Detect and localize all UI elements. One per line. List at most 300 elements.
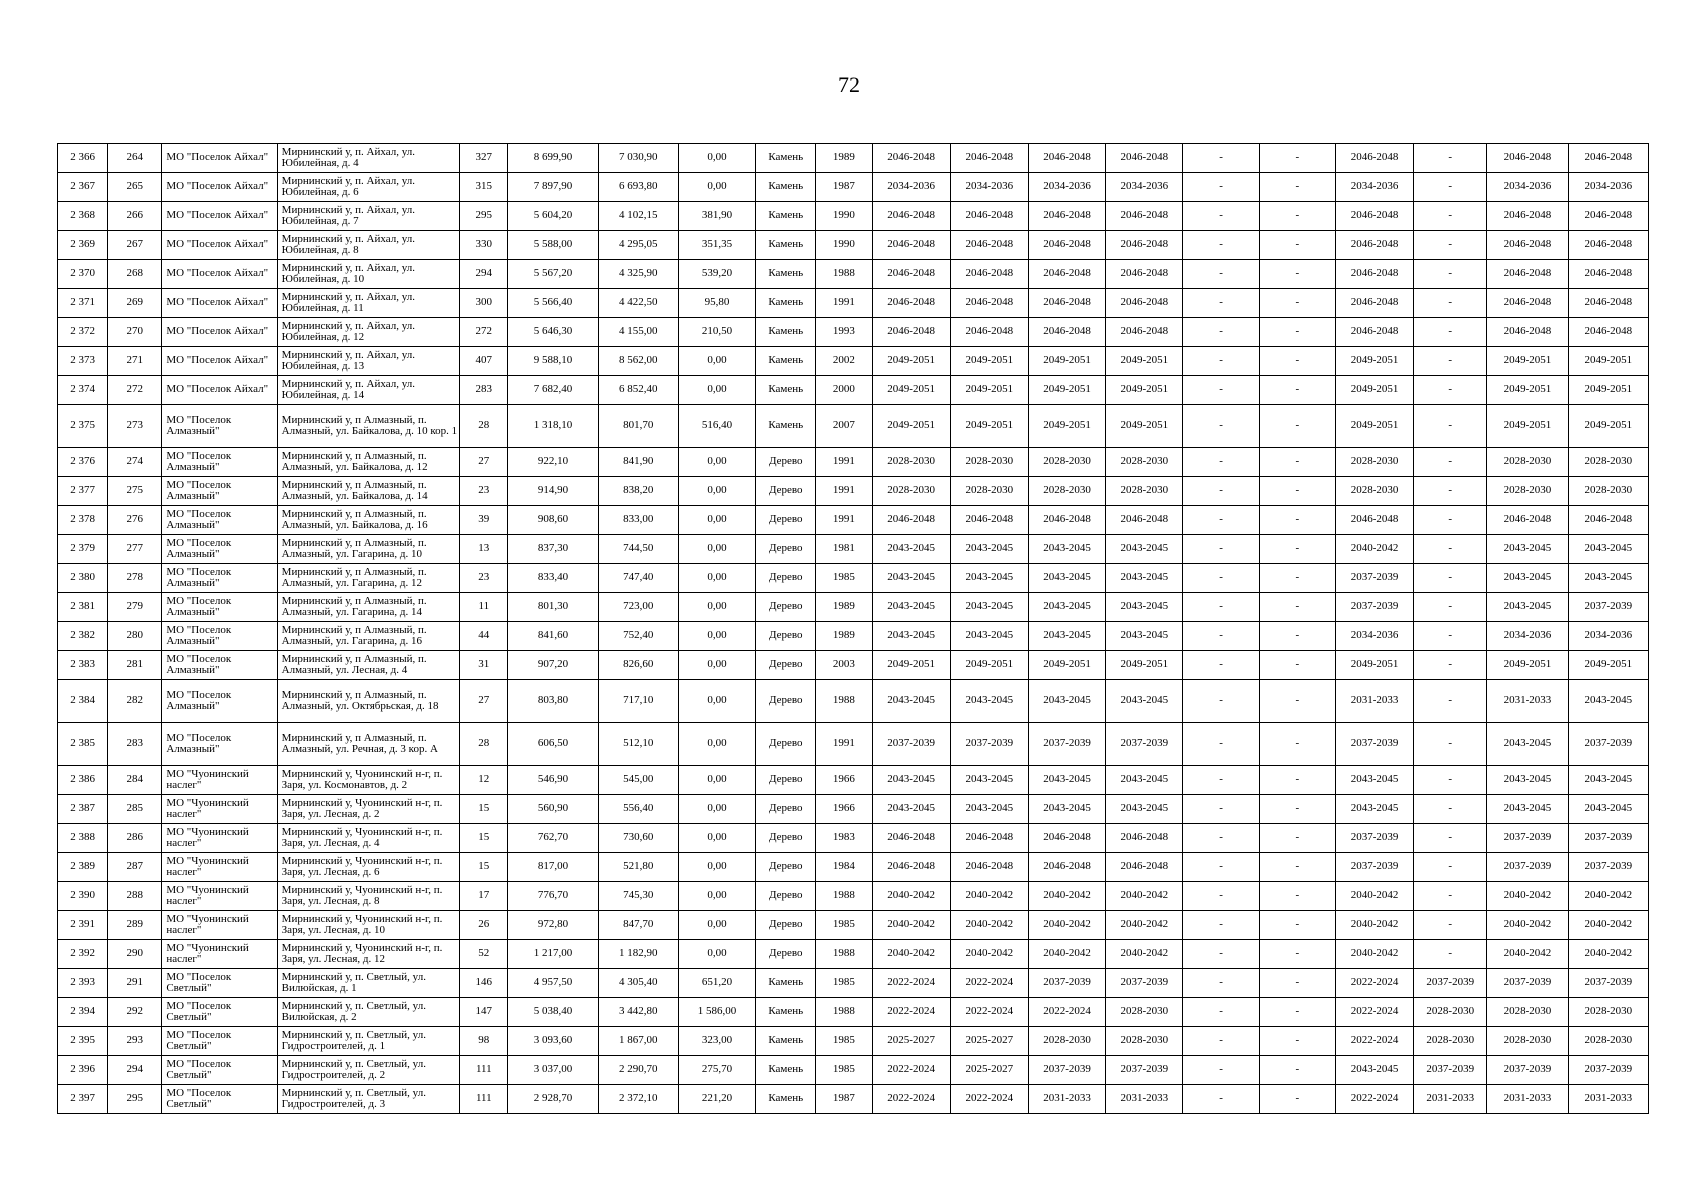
table-cell: 2028-2030	[1028, 477, 1105, 506]
table-cell: Мирнинский у, п Алмазный, п. Алмазный, ул. Байкалова, д. 14	[277, 477, 460, 506]
table-cell: 2049-2051	[1106, 347, 1183, 376]
table-cell: 2 385	[58, 723, 108, 766]
table-cell: 0,00	[678, 795, 755, 824]
table-cell: Мирнинский у, п Алмазный, п. Алмазный, ул. Лесная, д. 4	[277, 651, 460, 680]
table-cell: 1 217,00	[508, 940, 598, 969]
table-cell: 2043-2045	[950, 680, 1028, 723]
table-cell: 1 586,00	[678, 998, 755, 1027]
table-cell: МО "Чуонинский наслег"	[162, 766, 277, 795]
table-cell: -	[1259, 853, 1335, 882]
table-cell: 2046-2048	[872, 231, 950, 260]
table-row	[58, 448, 1649, 477]
table-cell: 2040-2042	[1028, 882, 1105, 911]
table-cell: 2046-2048	[1028, 318, 1105, 347]
table-cell: 2028-2030	[1487, 448, 1568, 477]
table-cell: 327	[460, 144, 508, 173]
table-row	[58, 260, 1649, 289]
table-cell: 2 389	[58, 853, 108, 882]
table-cell: 44	[460, 622, 508, 651]
table-cell: 2043-2045	[1028, 593, 1105, 622]
table-cell: 2046-2048	[872, 853, 950, 882]
table-cell: МО "Чуонинский наслег"	[162, 911, 277, 940]
table-cell: -	[1183, 564, 1259, 593]
table-cell: 2037-2039	[1335, 824, 1413, 853]
table-cell: 8 562,00	[598, 347, 678, 376]
table-cell: 2037-2039	[1028, 1056, 1105, 1085]
page-number: 72	[838, 72, 860, 97]
table-row	[58, 347, 1649, 376]
table-cell: -	[1183, 231, 1259, 260]
table-cell: 323,00	[678, 1027, 755, 1056]
table-row	[58, 824, 1649, 853]
table-cell: 2000	[816, 376, 872, 405]
table-cell: 283	[108, 723, 162, 766]
table-cell: 2040-2042	[1568, 940, 1648, 969]
table-cell: 268	[108, 260, 162, 289]
table-cell: 1988	[816, 882, 872, 911]
table-cell: 2 374	[58, 376, 108, 405]
table-cell: МО "Чуонинский наслег"	[162, 882, 277, 911]
table-cell: -	[1259, 680, 1335, 723]
table-cell: 2040-2042	[1028, 940, 1105, 969]
table-cell: 744,50	[598, 535, 678, 564]
table-cell: МО "Поселок Алмазный"	[162, 564, 277, 593]
table-cell: 2037-2039	[1487, 853, 1568, 882]
table-cell: 2046-2048	[1487, 144, 1568, 173]
table-cell: 2046-2048	[1335, 202, 1413, 231]
table-cell: 2043-2045	[872, 766, 950, 795]
table-cell: -	[1259, 231, 1335, 260]
table-cell: Мирнинский у, п. Светлый, ул. Гидростроителей, д. 3	[277, 1085, 460, 1114]
table-cell: -	[1414, 882, 1487, 911]
table-cell: 28	[460, 723, 508, 766]
table-cell: 2043-2045	[1106, 795, 1183, 824]
table-cell: 2028-2030	[1335, 477, 1413, 506]
table-cell: 2002	[816, 347, 872, 376]
table-cell: 146	[460, 969, 508, 998]
table-cell: -	[1259, 289, 1335, 318]
table-cell: -	[1183, 766, 1259, 795]
table-cell: Мирнинский у, п. Айхал, ул. Юбилейная, д. 6	[277, 173, 460, 202]
table-cell: Мирнинский у, п Алмазный, п. Алмазный, ул. Октябрьская, д. 18	[277, 680, 460, 723]
table-cell: 2031-2033	[1106, 1085, 1183, 1114]
table-cell: -	[1414, 376, 1487, 405]
table-cell: 8 699,90	[508, 144, 598, 173]
table-cell: -	[1259, 405, 1335, 448]
table-cell: 2028-2030	[1568, 477, 1648, 506]
table-cell: 0,00	[678, 347, 755, 376]
table-cell: 5 038,40	[508, 998, 598, 1027]
table-cell: Дерево	[756, 680, 816, 723]
table-cell: 5 604,20	[508, 202, 598, 231]
table-cell: МО "Поселок Алмазный"	[162, 593, 277, 622]
table-cell: 2043-2045	[1487, 593, 1568, 622]
table-cell: 282	[108, 680, 162, 723]
table-cell: 2028-2030	[1028, 1027, 1105, 1056]
table-cell: 2046-2048	[1568, 506, 1648, 535]
table-cell: 4 325,90	[598, 260, 678, 289]
table-cell: МО "Поселок Светлый"	[162, 1056, 277, 1085]
table-cell: 838,20	[598, 477, 678, 506]
table-cell: 801,30	[508, 593, 598, 622]
table-cell: 2046-2048	[1106, 144, 1183, 173]
table-cell: 2046-2048	[1568, 202, 1648, 231]
table-cell: 2 372	[58, 318, 108, 347]
table-cell: 278	[108, 564, 162, 593]
table-cell: 1 318,10	[508, 405, 598, 448]
table-cell: Мирнинский у, Чуонинский н-г, п. Заря, ул. Лесная, д. 10	[277, 911, 460, 940]
table-cell: 2037-2039	[1335, 723, 1413, 766]
table-cell: 2040-2042	[1568, 882, 1648, 911]
table-cell: -	[1414, 144, 1487, 173]
table-cell: 2 377	[58, 477, 108, 506]
table-cell: 833,40	[508, 564, 598, 593]
table-cell: -	[1183, 998, 1259, 1027]
table-row	[58, 231, 1649, 260]
table-cell: МО "Поселок Айхал"	[162, 289, 277, 318]
table-cell: 2046-2048	[950, 289, 1028, 318]
table-cell: 267	[108, 231, 162, 260]
table-cell: 2046-2048	[872, 318, 950, 347]
table-cell: 2 397	[58, 1085, 108, 1114]
table-cell: Мирнинский у, п Алмазный, п. Алмазный, ул. Байкалова, д. 12	[277, 448, 460, 477]
table-cell: Мирнинский у, п. Айхал, ул. Юбилейная, д. 11	[277, 289, 460, 318]
table-cell: 2040-2042	[1106, 940, 1183, 969]
table-cell: 2 394	[58, 998, 108, 1027]
table-row	[58, 940, 1649, 969]
table-cell: -	[1259, 723, 1335, 766]
table-cell: 2049-2051	[1487, 376, 1568, 405]
table-cell: Дерево	[756, 622, 816, 651]
table-cell: -	[1259, 1056, 1335, 1085]
table-cell: -	[1414, 535, 1487, 564]
table-cell: 2043-2045	[950, 795, 1028, 824]
table-cell: 747,40	[598, 564, 678, 593]
table-cell: 762,70	[508, 824, 598, 853]
table-cell: -	[1183, 289, 1259, 318]
table-cell: 2022-2024	[872, 969, 950, 998]
table-cell: -	[1183, 593, 1259, 622]
table-cell: 2043-2045	[1335, 766, 1413, 795]
table-cell: 2049-2051	[1028, 405, 1105, 448]
table-cell: 1985	[816, 1027, 872, 1056]
table-cell: 269	[108, 289, 162, 318]
table-cell: 1991	[816, 448, 872, 477]
table-cell: 2046-2048	[872, 144, 950, 173]
table-cell: Мирнинский у, п Алмазный, п. Алмазный, ул. Гагарина, д. 16	[277, 622, 460, 651]
table-cell: 2046-2048	[1028, 824, 1105, 853]
table-cell: 2031-2033	[1335, 680, 1413, 723]
table-cell: 1991	[816, 477, 872, 506]
table-cell: -	[1414, 448, 1487, 477]
table-cell: 922,10	[508, 448, 598, 477]
table-cell: 2046-2048	[950, 506, 1028, 535]
table-row	[58, 882, 1649, 911]
table-cell: 12	[460, 766, 508, 795]
table-cell: -	[1183, 853, 1259, 882]
table-cell: 2022-2024	[950, 1085, 1028, 1114]
table-cell: 2043-2045	[1028, 766, 1105, 795]
table-cell: 2040-2042	[1335, 882, 1413, 911]
table-cell: 2 392	[58, 940, 108, 969]
table-cell: 0,00	[678, 940, 755, 969]
table-cell: 2046-2048	[1106, 853, 1183, 882]
table-cell: 2046-2048	[1568, 289, 1648, 318]
table-cell: 0,00	[678, 506, 755, 535]
table-cell: Дерево	[756, 477, 816, 506]
table-cell: 2 371	[58, 289, 108, 318]
table-cell: 2025-2027	[950, 1056, 1028, 1085]
table-row	[58, 173, 1649, 202]
table-cell: Мирнинский у, п. Светлый, ул. Гидростроителей, д. 1	[277, 1027, 460, 1056]
table-cell: 2037-2039	[1335, 853, 1413, 882]
table-cell: 847,70	[598, 911, 678, 940]
table-cell: 270	[108, 318, 162, 347]
table-cell: 23	[460, 564, 508, 593]
table-cell: 2003	[816, 651, 872, 680]
table-cell: -	[1414, 231, 1487, 260]
table-cell: -	[1414, 260, 1487, 289]
table-cell: 1984	[816, 853, 872, 882]
table-cell: 1991	[816, 289, 872, 318]
table-cell: -	[1183, 1027, 1259, 1056]
table-cell: 1985	[816, 911, 872, 940]
table-cell: 280	[108, 622, 162, 651]
table-cell: -	[1183, 680, 1259, 723]
table-cell: 2043-2045	[1028, 795, 1105, 824]
table-cell: 2037-2039	[1335, 593, 1413, 622]
table-cell: 2049-2051	[1335, 376, 1413, 405]
table-cell: 2046-2048	[1487, 506, 1568, 535]
table-cell: -	[1259, 824, 1335, 853]
table-cell: 2043-2045	[1028, 564, 1105, 593]
table-cell: 23	[460, 477, 508, 506]
table-cell: -	[1414, 723, 1487, 766]
table-cell: -	[1259, 795, 1335, 824]
table-cell: МО "Поселок Алмазный"	[162, 506, 277, 535]
table-cell: 2043-2045	[1487, 723, 1568, 766]
table-cell: 2022-2024	[950, 998, 1028, 1027]
table-cell: 972,80	[508, 911, 598, 940]
table-cell: 2028-2030	[1028, 448, 1105, 477]
table-cell: 1983	[816, 824, 872, 853]
table-row	[58, 318, 1649, 347]
table-cell: 293	[108, 1027, 162, 1056]
table-cell: 2043-2045	[872, 622, 950, 651]
table-cell: 2 367	[58, 173, 108, 202]
table-row	[58, 202, 1649, 231]
table-cell: -	[1259, 144, 1335, 173]
table-cell: 2043-2045	[872, 535, 950, 564]
table-cell: 273	[108, 405, 162, 448]
table-cell: 2049-2051	[1106, 651, 1183, 680]
table-cell: 826,60	[598, 651, 678, 680]
table-cell: -	[1259, 969, 1335, 998]
table-cell: 2049-2051	[1568, 347, 1648, 376]
table-cell: 17	[460, 882, 508, 911]
table-cell: 3 037,00	[508, 1056, 598, 1085]
table-cell: 2022-2024	[872, 1056, 950, 1085]
table-cell: 0,00	[678, 824, 755, 853]
table-cell: Дерево	[756, 535, 816, 564]
table-cell: МО "Поселок Светлый"	[162, 1027, 277, 1056]
table-cell: 2037-2039	[1568, 723, 1648, 766]
table-cell: 2049-2051	[1568, 651, 1648, 680]
table-cell: 2049-2051	[1487, 405, 1568, 448]
table-cell: Камень	[756, 347, 816, 376]
table-cell: 330	[460, 231, 508, 260]
table-cell: 2046-2048	[872, 202, 950, 231]
table-cell: 0,00	[678, 911, 755, 940]
table-cell: МО "Поселок Алмазный"	[162, 448, 277, 477]
table-cell: 275,70	[678, 1056, 755, 1085]
table-cell: 2043-2045	[1106, 622, 1183, 651]
table-cell: 2049-2051	[1028, 376, 1105, 405]
table-cell: 4 305,40	[598, 969, 678, 998]
table-cell: 2037-2039	[1335, 564, 1413, 593]
table-cell: 4 102,15	[598, 202, 678, 231]
table-cell: 2046-2048	[1106, 260, 1183, 289]
table-cell: 2046-2048	[872, 260, 950, 289]
table-cell: -	[1414, 173, 1487, 202]
table-cell: Мирнинский у, п Алмазный, п. Алмазный, ул. Гагарина, д. 14	[277, 593, 460, 622]
table-cell: Камень	[756, 318, 816, 347]
table-cell: 539,20	[678, 260, 755, 289]
table-cell: 776,70	[508, 882, 598, 911]
table-cell: Мирнинский у, п Алмазный, п. Алмазный, ул. Гагарина, д. 10	[277, 535, 460, 564]
table-cell: 745,30	[598, 882, 678, 911]
table-cell: -	[1183, 723, 1259, 766]
table-row	[58, 795, 1649, 824]
table-cell: 111	[460, 1056, 508, 1085]
table-cell: 545,00	[598, 766, 678, 795]
table-cell: 0,00	[678, 564, 755, 593]
table-cell: 2037-2039	[1487, 969, 1568, 998]
table-cell: 1988	[816, 940, 872, 969]
table-cell: 2049-2051	[1335, 347, 1413, 376]
table-cell: 2040-2042	[1335, 535, 1413, 564]
table-cell: МО "Поселок Айхал"	[162, 318, 277, 347]
table-cell: Дерево	[756, 882, 816, 911]
table-cell: 294	[108, 1056, 162, 1085]
table-cell: -	[1183, 376, 1259, 405]
table-row	[58, 564, 1649, 593]
table-cell: 2037-2039	[1568, 593, 1648, 622]
table-cell: 271	[108, 347, 162, 376]
table-cell: Дерево	[756, 506, 816, 535]
table-cell: -	[1414, 940, 1487, 969]
table-cell: 0,00	[678, 535, 755, 564]
table-cell: 2043-2045	[1568, 535, 1648, 564]
table-cell: -	[1259, 1027, 1335, 1056]
table-cell: 2049-2051	[1106, 376, 1183, 405]
table-cell: 2049-2051	[1106, 405, 1183, 448]
table-cell: -	[1259, 318, 1335, 347]
table-cell: -	[1259, 347, 1335, 376]
table-cell: 2046-2048	[1335, 318, 1413, 347]
table-cell: Камень	[756, 1085, 816, 1114]
table-cell: Мирнинский у, п. Айхал, ул. Юбилейная, д. 4	[277, 144, 460, 173]
table-cell: 274	[108, 448, 162, 477]
table-row	[58, 405, 1649, 448]
table-cell: МО "Поселок Айхал"	[162, 376, 277, 405]
table-cell: 2049-2051	[950, 405, 1028, 448]
table-cell: 2034-2036	[950, 173, 1028, 202]
table-cell: 2028-2030	[1487, 998, 1568, 1027]
table-row	[58, 593, 1649, 622]
table-cell: 2037-2039	[1568, 853, 1648, 882]
table-cell: 264	[108, 144, 162, 173]
table-cell: 841,60	[508, 622, 598, 651]
table-cell: Дерево	[756, 723, 816, 766]
table-cell: 0,00	[678, 477, 755, 506]
table-cell: 2043-2045	[872, 680, 950, 723]
table-cell: 2046-2048	[950, 144, 1028, 173]
table-cell: 5 567,20	[508, 260, 598, 289]
table-cell: 2028-2030	[1568, 998, 1648, 1027]
table-cell: 2049-2051	[872, 347, 950, 376]
table-cell: 5 646,30	[508, 318, 598, 347]
table-cell: -	[1414, 318, 1487, 347]
table-cell: -	[1259, 593, 1335, 622]
table-row	[58, 477, 1649, 506]
table-cell: -	[1414, 506, 1487, 535]
table-cell: 803,80	[508, 680, 598, 723]
table-cell: МО "Поселок Светлый"	[162, 998, 277, 1027]
table-cell: 841,90	[598, 448, 678, 477]
table-cell: 2028-2030	[1414, 998, 1487, 1027]
table-cell: Камень	[756, 260, 816, 289]
table-cell: 1991	[816, 506, 872, 535]
table-cell: 1985	[816, 564, 872, 593]
table-cell: 2028-2030	[1487, 477, 1568, 506]
table-cell: 2049-2051	[950, 651, 1028, 680]
table-cell: -	[1183, 911, 1259, 940]
table-cell: 2034-2036	[1028, 173, 1105, 202]
table-cell: 2046-2048	[950, 318, 1028, 347]
table-cell: -	[1414, 202, 1487, 231]
table-cell: -	[1183, 173, 1259, 202]
table-cell: 2046-2048	[1568, 318, 1648, 347]
table-cell: 27	[460, 448, 508, 477]
table-row	[58, 853, 1649, 882]
table-cell: 9 588,10	[508, 347, 598, 376]
table-cell: Мирнинский у, п. Айхал, ул. Юбилейная, д. 14	[277, 376, 460, 405]
table-cell: 2043-2045	[1028, 680, 1105, 723]
table-cell: 52	[460, 940, 508, 969]
table-cell: 2037-2039	[872, 723, 950, 766]
table-cell: Дерево	[756, 911, 816, 940]
table-cell: 2040-2042	[1487, 882, 1568, 911]
table-cell: 2043-2045	[1106, 766, 1183, 795]
table-cell: -	[1414, 622, 1487, 651]
table-cell: 2007	[816, 405, 872, 448]
table-cell: -	[1259, 940, 1335, 969]
table-cell: 2043-2045	[1106, 535, 1183, 564]
table-cell: 5 566,40	[508, 289, 598, 318]
table-cell: 512,10	[598, 723, 678, 766]
table-cell: 730,60	[598, 824, 678, 853]
table-cell: Камень	[756, 1056, 816, 1085]
table-cell: -	[1183, 347, 1259, 376]
table-cell: 2 387	[58, 795, 108, 824]
table-cell: Камень	[756, 173, 816, 202]
table-cell: 2049-2051	[1487, 651, 1568, 680]
table-cell: 2046-2048	[1568, 231, 1648, 260]
table-row	[58, 1056, 1649, 1085]
table-cell: 26	[460, 911, 508, 940]
table-cell: 1987	[816, 173, 872, 202]
